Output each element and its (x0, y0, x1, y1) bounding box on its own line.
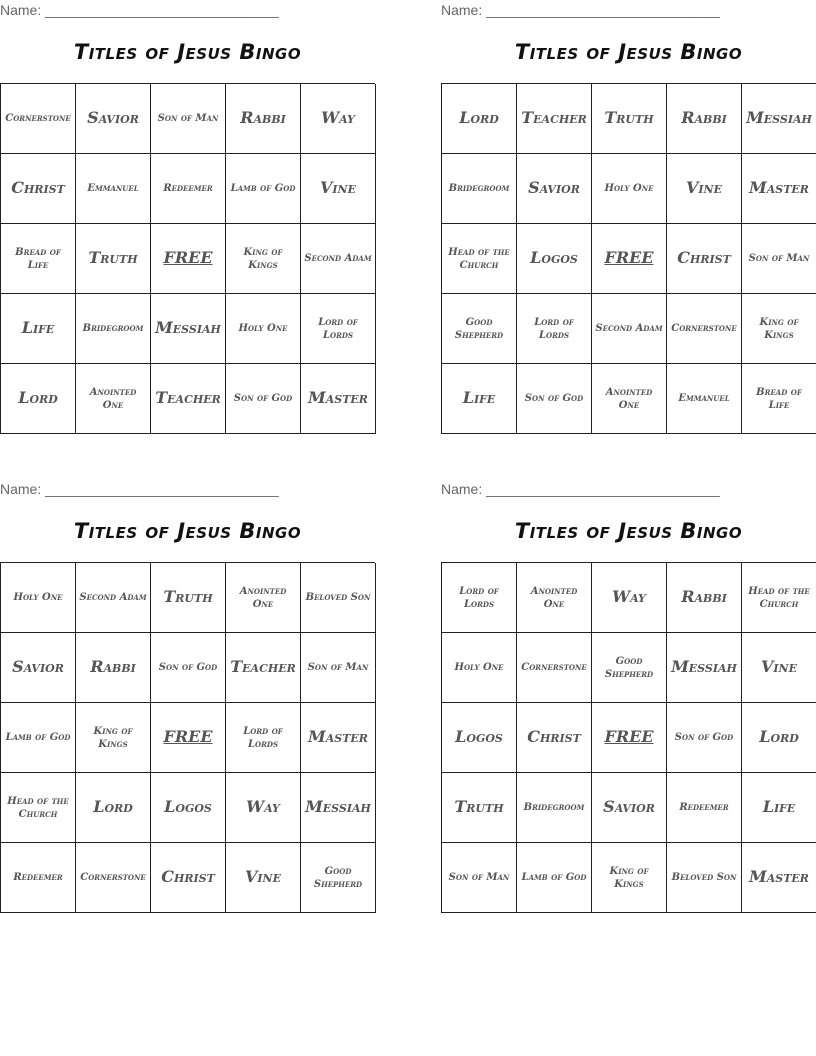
bingo-cell[interactable]: Lord of Lords (301, 294, 376, 364)
bingo-grid (441, 83, 816, 434)
bingo-cell[interactable]: Master (301, 364, 376, 434)
bingo-cell[interactable]: Savior (76, 84, 151, 154)
bingo-cell[interactable]: Master (301, 703, 376, 773)
bingo-cell[interactable]: King of Kings (742, 294, 816, 364)
bingo-cell[interactable]: Vine (226, 843, 301, 913)
bingo-cell[interactable]: Second Adam (301, 224, 376, 294)
bingo-cell[interactable]: King of Kings (226, 224, 301, 294)
bingo-cell[interactable]: Way (226, 773, 301, 843)
bingo-cell[interactable]: King of Kings (592, 843, 667, 913)
bingo-cell[interactable]: Anointed One (76, 364, 151, 434)
bingo-cell[interactable]: Bread of Life (1, 224, 76, 294)
bingo-cell[interactable]: Christ (1, 154, 76, 224)
bingo-grid (0, 562, 375, 913)
bingo-cell[interactable]: Son of Man (151, 84, 226, 154)
bingo-cell[interactable]: Rabbi (667, 84, 742, 154)
bingo-cell[interactable]: Life (442, 364, 517, 434)
card-title: Titles of Jesus Bingo (514, 519, 743, 543)
bingo-cell[interactable]: Beloved Son (667, 843, 742, 913)
bingo-cell[interactable]: Vine (667, 154, 742, 224)
bingo-cell[interactable]: Lamb of God (517, 843, 592, 913)
name-field[interactable]: Name: ______________________________ (0, 2, 279, 18)
bingo-cell[interactable]: Master (742, 843, 816, 913)
bingo-cell[interactable]: Cornerstone (667, 294, 742, 364)
bingo-cell[interactable]: Truth (442, 773, 517, 843)
bingo-cell[interactable]: Lord (742, 703, 816, 773)
bingo-cell[interactable]: Redeemer (1, 843, 76, 913)
bingo-cell[interactable]: Son of Man (301, 633, 376, 703)
bingo-cell[interactable]: Way (301, 84, 376, 154)
bingo-cell[interactable]: Head of the Church (742, 563, 816, 633)
free-space-cell[interactable]: FREE (592, 703, 667, 773)
bingo-cell[interactable]: Logos (151, 773, 226, 843)
card-title: Titles of Jesus Bingo (73, 519, 302, 543)
bingo-cell[interactable]: Redeemer (667, 773, 742, 843)
free-space-cell[interactable]: FREE (151, 224, 226, 294)
bingo-cell[interactable]: Way (592, 563, 667, 633)
bingo-cell[interactable]: Good Shepherd (442, 294, 517, 364)
bingo-cell[interactable]: Messiah (151, 294, 226, 364)
bingo-cell[interactable]: Truth (592, 84, 667, 154)
bingo-cell[interactable]: Teacher (151, 364, 226, 434)
bingo-cell[interactable]: Holy One (442, 633, 517, 703)
bingo-cell[interactable]: Truth (151, 563, 226, 633)
bingo-cell[interactable]: Messiah (742, 84, 816, 154)
name-field[interactable]: Name: ______________________________ (0, 481, 279, 497)
bingo-cell[interactable]: Son of Man (442, 843, 517, 913)
bingo-cell[interactable]: Anointed One (226, 563, 301, 633)
bingo-cell[interactable]: Second Adam (592, 294, 667, 364)
free-space-cell[interactable]: FREE (151, 703, 226, 773)
bingo-cell[interactable]: Emmanuel (76, 154, 151, 224)
bingo-cell[interactable]: Lord (1, 364, 76, 434)
bingo-cell[interactable]: Lord of Lords (442, 563, 517, 633)
bingo-cell[interactable]: Son of God (517, 364, 592, 434)
bingo-cell[interactable]: Bridegroom (442, 154, 517, 224)
bingo-cell[interactable]: Lord of Lords (226, 703, 301, 773)
bingo-cell[interactable]: Rabbi (226, 84, 301, 154)
bingo-cell[interactable]: Truth (76, 224, 151, 294)
name-field[interactable]: Name: ______________________________ (441, 481, 720, 497)
bingo-cell[interactable]: Savior (517, 154, 592, 224)
bingo-cell[interactable]: Holy One (226, 294, 301, 364)
bingo-cell[interactable]: Beloved Son (301, 563, 376, 633)
bingo-cell[interactable]: Son of Man (742, 224, 816, 294)
bingo-cell[interactable]: Vine (742, 633, 816, 703)
free-space-cell[interactable]: FREE (592, 224, 667, 294)
bingo-cell[interactable]: Cornerstone (517, 633, 592, 703)
bingo-cell[interactable]: Lamb of God (1, 703, 76, 773)
bingo-cell[interactable]: Teacher (226, 633, 301, 703)
bingo-cell[interactable]: Lord of Lords (517, 294, 592, 364)
bingo-cell[interactable]: Holy One (1, 563, 76, 633)
bingo-cell[interactable]: Master (742, 154, 816, 224)
bingo-cell[interactable]: Bridegroom (76, 294, 151, 364)
bingo-cell[interactable]: Logos (442, 703, 517, 773)
card-title: Titles of Jesus Bingo (73, 40, 302, 64)
bingo-cell[interactable]: Logos (517, 224, 592, 294)
bingo-cell[interactable]: King of Kings (76, 703, 151, 773)
bingo-cell[interactable]: Savior (1, 633, 76, 703)
bingo-cell[interactable]: Second Adam (76, 563, 151, 633)
bingo-cell[interactable]: Emmanuel (667, 364, 742, 434)
bingo-cell[interactable]: Savior (592, 773, 667, 843)
bingo-cell[interactable]: Cornerstone (1, 84, 76, 154)
bingo-cell[interactable]: Good Shepherd (592, 633, 667, 703)
name-field[interactable]: Name: ______________________________ (441, 2, 720, 18)
bingo-cell[interactable]: Rabbi (76, 633, 151, 703)
bingo-cell[interactable]: Son of God (151, 633, 226, 703)
bingo-grid (0, 83, 375, 434)
bingo-cell[interactable]: Christ (667, 224, 742, 294)
bingo-cell[interactable]: Lamb of God (226, 154, 301, 224)
bingo-cell[interactable]: Son of God (226, 364, 301, 434)
bingo-cell[interactable]: Head of the Church (1, 773, 76, 843)
bingo-cell[interactable]: Holy One (592, 154, 667, 224)
bingo-cell[interactable]: Lord (76, 773, 151, 843)
bingo-cell[interactable]: Rabbi (667, 563, 742, 633)
card-title: Titles of Jesus Bingo (514, 40, 743, 64)
bingo-cell[interactable]: Teacher (517, 84, 592, 154)
bingo-cell[interactable]: Life (1, 294, 76, 364)
bingo-cell[interactable]: Christ (151, 843, 226, 913)
bingo-cell[interactable]: Anointed One (592, 364, 667, 434)
bingo-cell[interactable]: Head of the Church (442, 224, 517, 294)
bingo-cell[interactable]: Bridegroom (517, 773, 592, 843)
bingo-cell[interactable]: Vine (301, 154, 376, 224)
bingo-grid (441, 562, 816, 913)
bingo-cell[interactable]: Cornerstone (76, 843, 151, 913)
bingo-cell[interactable]: Redeemer (151, 154, 226, 224)
bingo-cell[interactable]: Good Shepherd (301, 843, 376, 913)
bingo-cell[interactable]: Anointed One (517, 563, 592, 633)
bingo-cell[interactable]: Life (742, 773, 816, 843)
bingo-cell[interactable]: Son of God (667, 703, 742, 773)
bingo-cell[interactable]: Messiah (301, 773, 376, 843)
bingo-cell[interactable]: Messiah (667, 633, 742, 703)
bingo-cell[interactable]: Christ (517, 703, 592, 773)
bingo-cell[interactable]: Lord (442, 84, 517, 154)
bingo-cell[interactable]: Bread of Life (742, 364, 816, 434)
